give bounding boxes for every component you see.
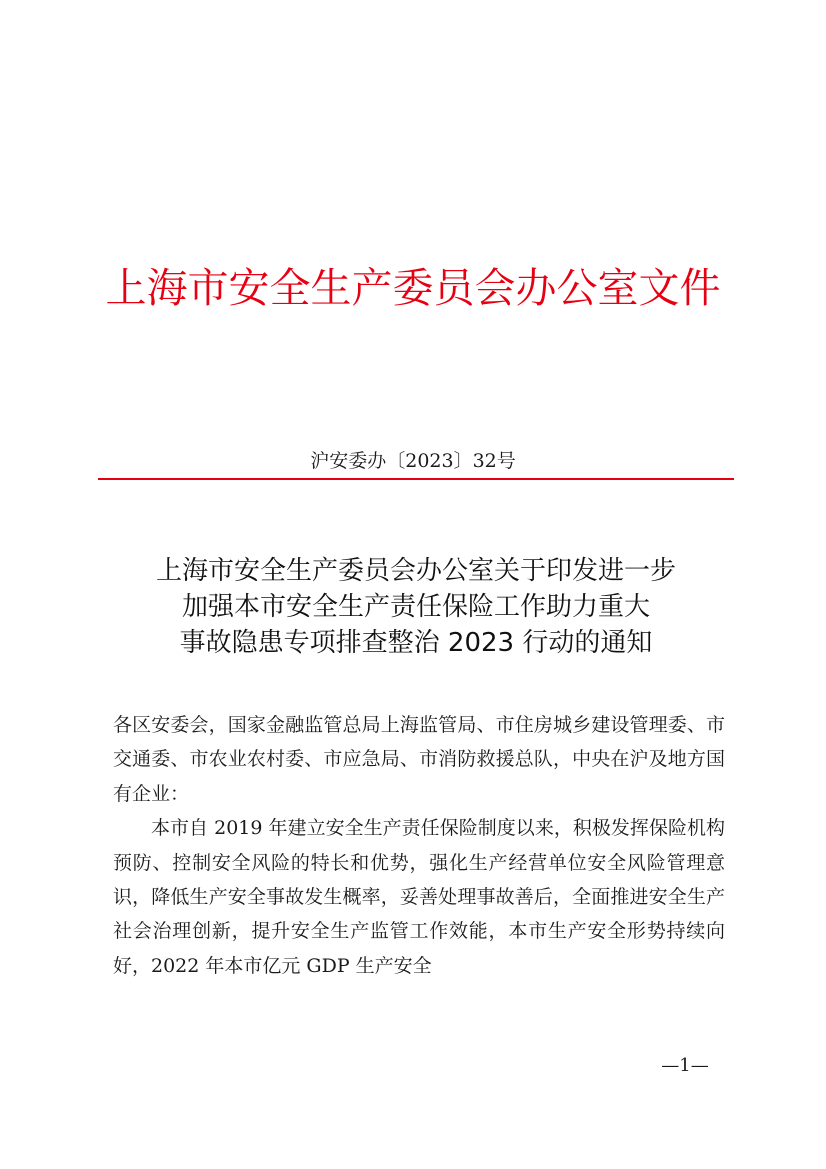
- document-body: [113, 708, 725, 983]
- document-title: [98, 553, 734, 661]
- issuer-header-title: 上海市安全生产委员会办公室文件: [105, 264, 721, 312]
- title-line-1: 上海市安全生产委员会办公室关于印发进一步: [155, 556, 676, 586]
- body-paragraph-1: 本市自 2019 年建立安全生产责任保险制度以来，积极发挥保险机构预防、控制安全风险的特长和优势，强化生产经营单位安全风险管理意识，降低生产安全事故发生概率，妥善处理事故善后，全面推进安全生产社会治理创新，提升安全生产监管工作效能，本市生产安全形势持续向好，2022 年本市亿元 GDP 生产安全: [113, 817, 725, 977]
- title-line-2: 加强本市安全生产责任保险工作助力重大: [181, 592, 650, 622]
- red-separator-line: [98, 478, 734, 480]
- addressees-paragraph: 各区安委会，国家金融监管总局上海监管局、市住房城乡建设管理委、市交通委、市农业农村委、市应急局、市消防救援总队，中央在沪及地方国有企业：: [113, 714, 725, 805]
- document-number: 沪安委办〔2023〕32号: [310, 450, 516, 472]
- page-number: —1—: [661, 1055, 709, 1076]
- title-line-3: 事故隐患专项排查整治 2023 行动的通知: [179, 628, 653, 658]
